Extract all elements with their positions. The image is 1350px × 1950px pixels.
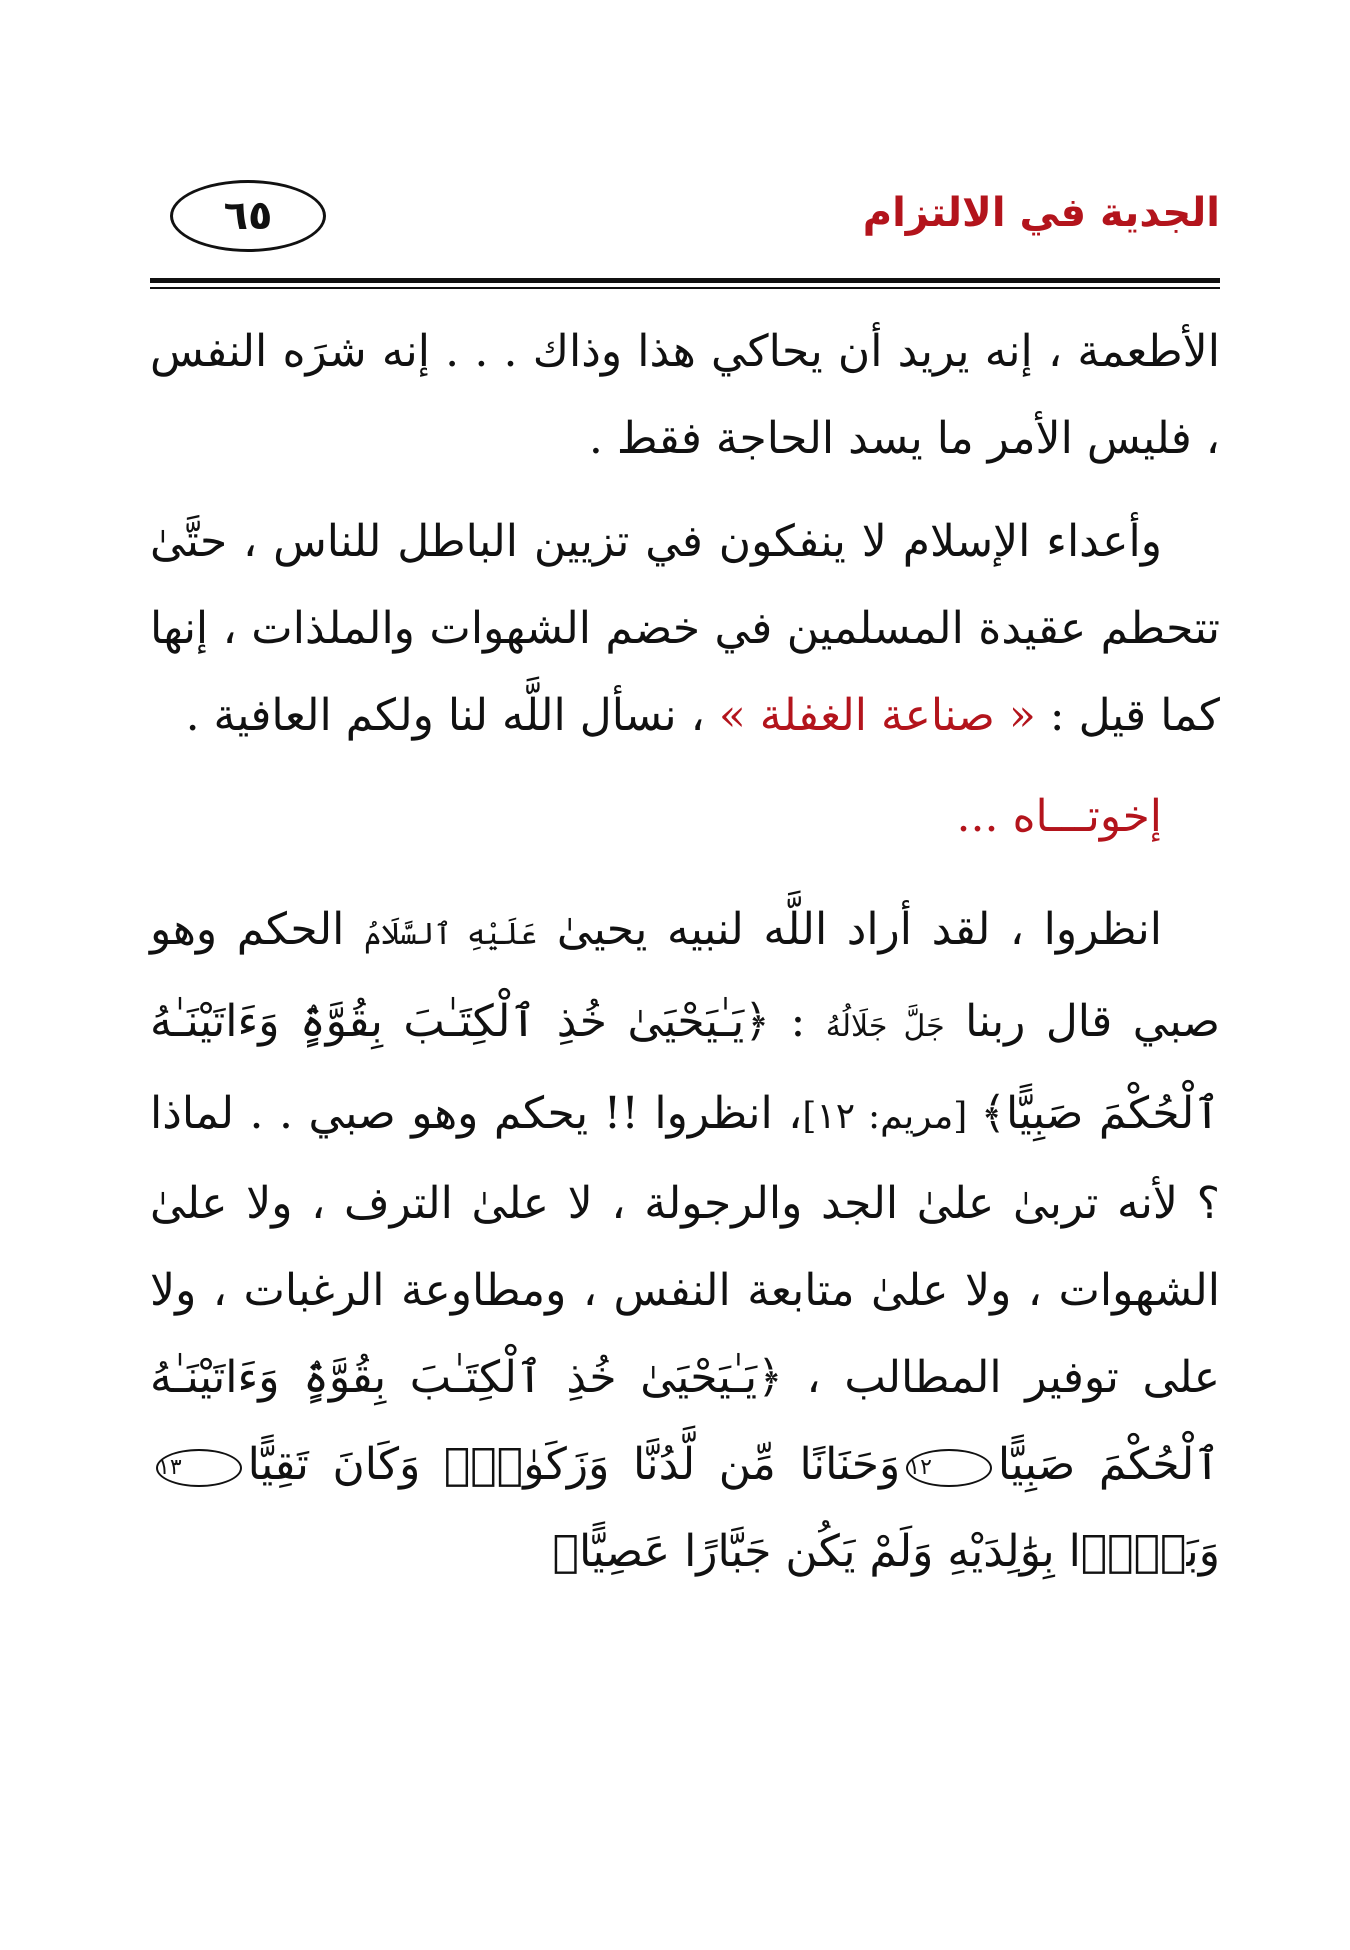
highlight-phrase: « صناعة الغفلة »: [718, 690, 1036, 741]
header-rule: [150, 278, 1220, 290]
section-heading: إخوتـــاه ...: [956, 791, 1162, 842]
verse-reference: [مريم: ١٢]: [802, 1096, 981, 1137]
paragraph-yahya: [150, 886, 1220, 1595]
paragraph-gap: [150, 482, 1220, 498]
paragraph-continuation: الأطعمة ، إنه يريد أن يحاكي هذا وذاك . . . إنه شرَه النفس ، فليس الأمر ما يسد الحاجة فقط .: [150, 326, 1220, 464]
quran-verse: وَبَرًّۢا بِوَٰلِدَيْهِ وَلَمْ يَكُن جَبَّارًا عَصِيًّا﴾: [552, 1526, 1220, 1577]
paragraph-text: الحكم وهو صبي قال ربنا: [150, 904, 1221, 1047]
page-number-badge: ٦٥: [170, 180, 326, 252]
header-rule-thick: [150, 278, 1220, 283]
honorific-yahya: عَلَيْهِ ٱلسَّلَامُ: [363, 917, 538, 952]
paragraph-text: :: [770, 996, 826, 1047]
book-page: [150, 180, 1220, 1900]
paragraph-enemies: [150, 498, 1220, 759]
quran-verse: ﴿يَـٰيَحْيَىٰ خُذِ ٱلْكِتَـٰبَ بِقُوَّةٍۢ وَءَاتَيْنَـٰهُ ٱلْحُكْمَ صَبِيًّا﴾: [150, 996, 1221, 1139]
quran-verse: ﴿يَـٰيَحْيَىٰ خُذِ ٱلْكِتَـٰبَ بِقُوَّةٍۢ وَءَاتَيْنَـٰهُ ٱلْحُكْمَ صَبِيًّا: [150, 1352, 1221, 1490]
running-title: الجدية في الالتزام: [862, 190, 1220, 236]
paragraph-text: وأعداء الإسلام لا ينفكون في تزيين الباطل للناس ، حتَّىٰ تتحطم عقيدة المسلمين في خضم الشهوات والملذات ، إنها كما قيل :: [150, 516, 1220, 741]
ayah-number-marker: ١٣: [156, 1449, 242, 1487]
header-rule-thin: [150, 287, 1220, 289]
page-header: [150, 180, 1220, 280]
quran-verse: وَحَنَانًا مِّن لَّدُنَّا وَزَكَوٰةًۭ وَكَانَ تَقِيًّا: [247, 1439, 901, 1490]
page-body: [150, 308, 1220, 1595]
paragraph-text: ، انظروا !! يحكم وهو صبي . . لماذا ؟ لأنه تربىٰ علىٰ الجد والرجولة ، لا علىٰ الترف ، ولا علىٰ الشهوات ، ولا علىٰ متابعة النفس ، ومطاوعة الرغبات ، ولا على توفير المطالب ،: [150, 1088, 1220, 1403]
ayah-number-marker: ١٢: [906, 1449, 992, 1487]
honorific-allah: جَلَّ جَلَالُهُ: [825, 1009, 945, 1044]
paragraph-text: ، نسأل اللَّه لنا ولكم العافية .: [185, 690, 719, 741]
paragraph-text: انظروا ، لقد أراد اللَّه لنبيه يحيىٰ: [537, 904, 1162, 955]
